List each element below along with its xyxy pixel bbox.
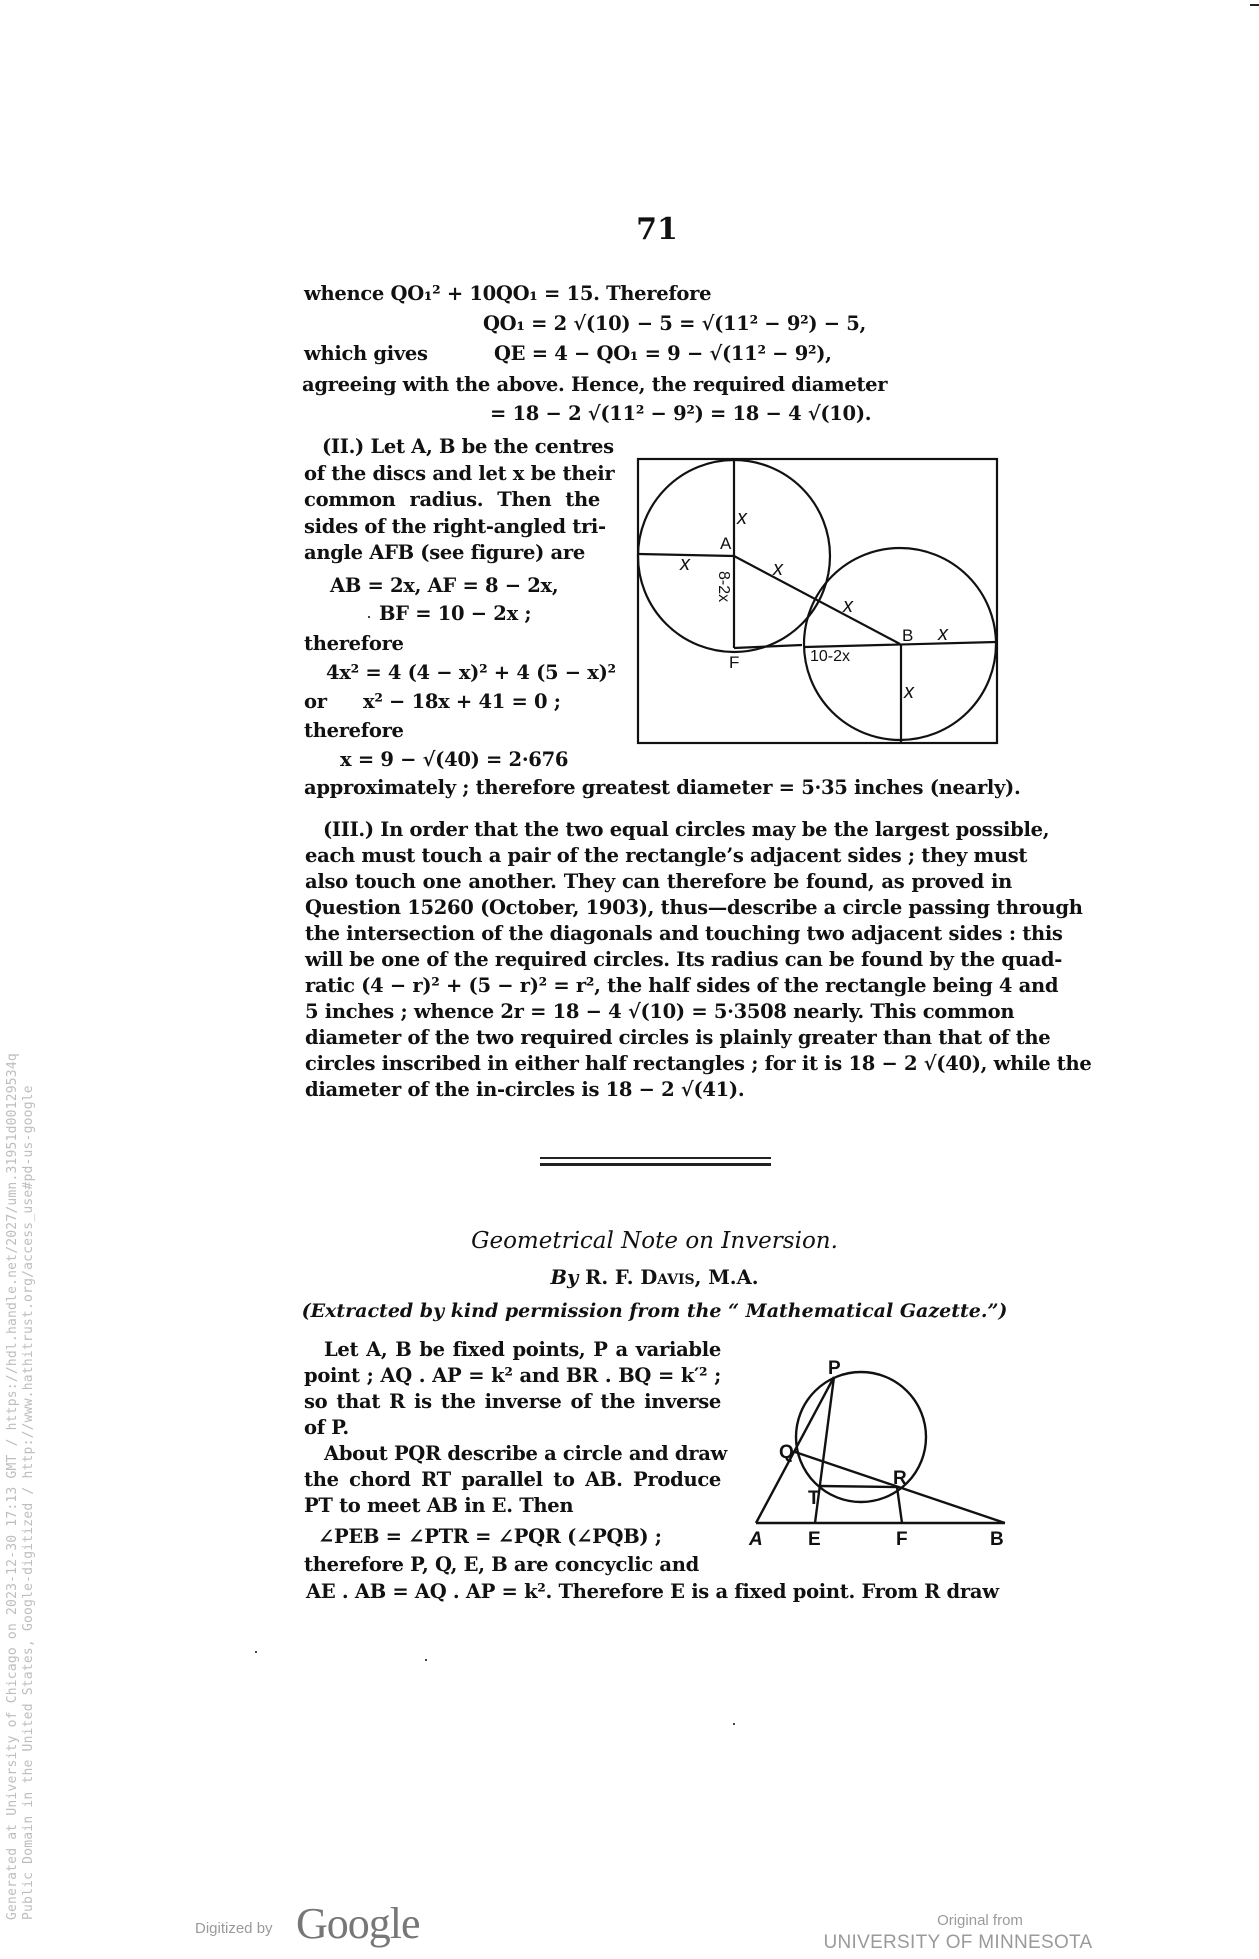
article-line: the chord RT parallel to AB. Produce <box>304 1468 721 1491</box>
article-line: PT to meet AB in E. Then <box>304 1494 574 1517</box>
section-divider-top <box>540 1157 771 1159</box>
label-f: F <box>729 653 740 672</box>
section-ii-line: of the discs and let x be their <box>304 461 615 485</box>
article-source-note: (Extracted by kind permission from the “ Mathematical Gazette.”) <box>301 1300 1008 1322</box>
digitized-by-label: Digitized by <box>195 1920 273 1937</box>
byline-author: R. F. Davis, M.A. <box>585 1266 759 1289</box>
article-line: of P. <box>304 1416 349 1439</box>
section-iii-line: will be one of the required circles. Its radius can be found by the quad- <box>305 948 1063 971</box>
original-from-label: Original from <box>937 1912 1023 1929</box>
label-x-top: x <box>737 507 747 529</box>
watermark-line-1: Generated at University of Chicago on 2023-12-30 17:13 GMT / https://hdl.handle.net/2027/umn.31951d00129534q <box>5 1053 20 1920</box>
google-logo: Google <box>296 1899 420 1948</box>
article-byline <box>0 1266 1259 1289</box>
label-x-diag1: x <box>773 558 783 580</box>
label-a: A <box>720 534 732 553</box>
scan-speck <box>425 1659 427 1661</box>
section-divider-bottom <box>540 1163 771 1166</box>
label-x-diag2: x <box>843 595 853 617</box>
line-rf <box>897 1487 902 1523</box>
article-line: About PQR describe a circle and draw <box>324 1442 728 1465</box>
label-r: R <box>893 1468 907 1489</box>
scan-speck <box>255 1651 257 1653</box>
section-i-line-2: QO₁ = 2 √(10) − 5 = √(11² − 9²) − 5, <box>483 312 867 335</box>
section-ii-conclusion: approximately ; therefore greatest diameter = 5·35 inches (nearly). <box>304 776 1021 799</box>
concyclic-line: therefore P, Q, E, B are concyclic and <box>304 1553 699 1576</box>
line-rt <box>819 1486 897 1487</box>
label-x-right: x <box>938 623 948 645</box>
section-ii-line: (II.) Let A, B be the centres <box>322 435 614 458</box>
label-q: Q <box>779 1442 794 1463</box>
article-body <box>304 1337 728 1519</box>
figure-inversion-diagram <box>740 1350 1020 1550</box>
label-p: P <box>828 1358 841 1379</box>
equation-solution: x = 9 − √(40) = 2·676 <box>340 748 569 771</box>
angle-equation: ∠PEB = ∠PTR = ∠PQR (∠PQB) ; <box>318 1525 662 1548</box>
label-x-down: x <box>904 681 914 703</box>
section-iii-line: Question 15260 (October, 1903), thus—describe a circle passing through <box>305 896 1083 919</box>
label-af: 8-2x <box>715 571 732 603</box>
section-i-line-3-equation: QE = 4 − QO₁ = 9 − √(11² − 9²), <box>494 342 832 365</box>
article-line: point ; AQ . AP = k² and BR . BQ = k′² ; <box>304 1364 721 1387</box>
section-i-line-1: whence QO₁² + 10QO₁ = 15. Therefore <box>304 282 712 305</box>
corner-mark <box>1250 4 1259 6</box>
section-iii-line: each must touch a pair of the rectangle’s adjacent sides ; they must <box>305 844 1028 867</box>
watermark-line-2: Public Domain in the United States, Google-digitized / http://www.hathitrust.org/access_use#pd-us-google <box>21 1085 36 1920</box>
page-number: 71 <box>636 212 678 247</box>
article-title: Geometrical Note on Inversion. <box>471 1228 838 1254</box>
section-ii-line: common radius. Then the <box>304 488 600 511</box>
label-x-left: x <box>680 553 690 575</box>
scan-speck <box>733 1723 735 1725</box>
article-line: Let A, B be fixed points, P a variable <box>324 1338 721 1361</box>
article-line: so that R is the inverse of the inverse <box>304 1390 721 1413</box>
section-i-line-3-label: which gives <box>304 342 428 365</box>
scan-speck <box>368 616 370 618</box>
figure-two-circles-in-rectangle <box>620 440 1020 760</box>
line-f-to-circle <box>734 645 802 648</box>
label-e: E <box>808 1529 821 1550</box>
line-ap <box>756 1377 834 1523</box>
section-iii-line: (III.) In order that the two equal circles may be the largest possible, <box>323 818 1050 841</box>
section-iii-line: the intersection of the diagonals and touching two adjacent sides : this <box>305 922 1063 945</box>
section-i-line-5: = 18 − 2 √(11² − 9²) = 18 − 4 √(10). <box>490 402 872 425</box>
equation-quadratic: x² − 18x + 41 = 0 ; <box>363 690 561 713</box>
therefore-label-1: therefore <box>304 632 404 655</box>
section-ii-line: angle AFB (see figure) are <box>304 541 585 564</box>
therefore-label-2: therefore <box>304 719 404 742</box>
label-b: B <box>902 626 914 645</box>
section-iii-line: also touch one another. They can therefore be found, as proved in <box>305 870 1012 893</box>
equation-ab-af: AB = 2x, AF = 8 − 2x, <box>330 574 559 597</box>
section-iii-line: diameter of the in-circles is 18 − 2 √(41). <box>305 1078 745 1101</box>
label-f: F <box>896 1529 908 1550</box>
or-label: or <box>304 690 327 713</box>
section-iii-line: 5 inches ; whence 2r = 18 − 4 √(10) = 5·3508 nearly. This common <box>305 1000 1015 1023</box>
section-ii-text <box>304 434 615 567</box>
section-iii-paragraph <box>305 817 1092 1103</box>
article-last-line: AE . AB = AQ . AP = k². Therefore E is a fixed point. From R draw <box>306 1580 999 1603</box>
byline-prefix: By <box>550 1266 579 1289</box>
equation-pythagoras: 4x² = 4 (4 − x)² + 4 (5 − x)² <box>326 661 616 684</box>
institution-name: UNIVERSITY OF MINNESOTA <box>823 1932 1093 1953</box>
section-ii-line: sides of the right-angled tri- <box>304 514 606 538</box>
label-bf: 10-2x <box>810 648 851 665</box>
section-iii-line: diameter of the two required circles is plainly greater than that of the <box>305 1026 1051 1049</box>
section-iii-line: ratic (4 − r)² + (5 − r)² = r², the half sides of the rectangle being 4 and <box>305 974 1059 997</box>
section-iii-line: circles inscribed in either half rectangles ; for it is 18 − 2 √(40), while the <box>305 1052 1092 1075</box>
label-b: B <box>990 1529 1004 1550</box>
label-t: T <box>808 1488 820 1509</box>
section-i-line-4: agreeing with the above. Hence, the required diameter <box>302 373 888 396</box>
line-ab <box>734 556 900 644</box>
equation-bf: BF = 10 − 2x ; <box>379 602 532 625</box>
label-a: A <box>749 1529 763 1550</box>
